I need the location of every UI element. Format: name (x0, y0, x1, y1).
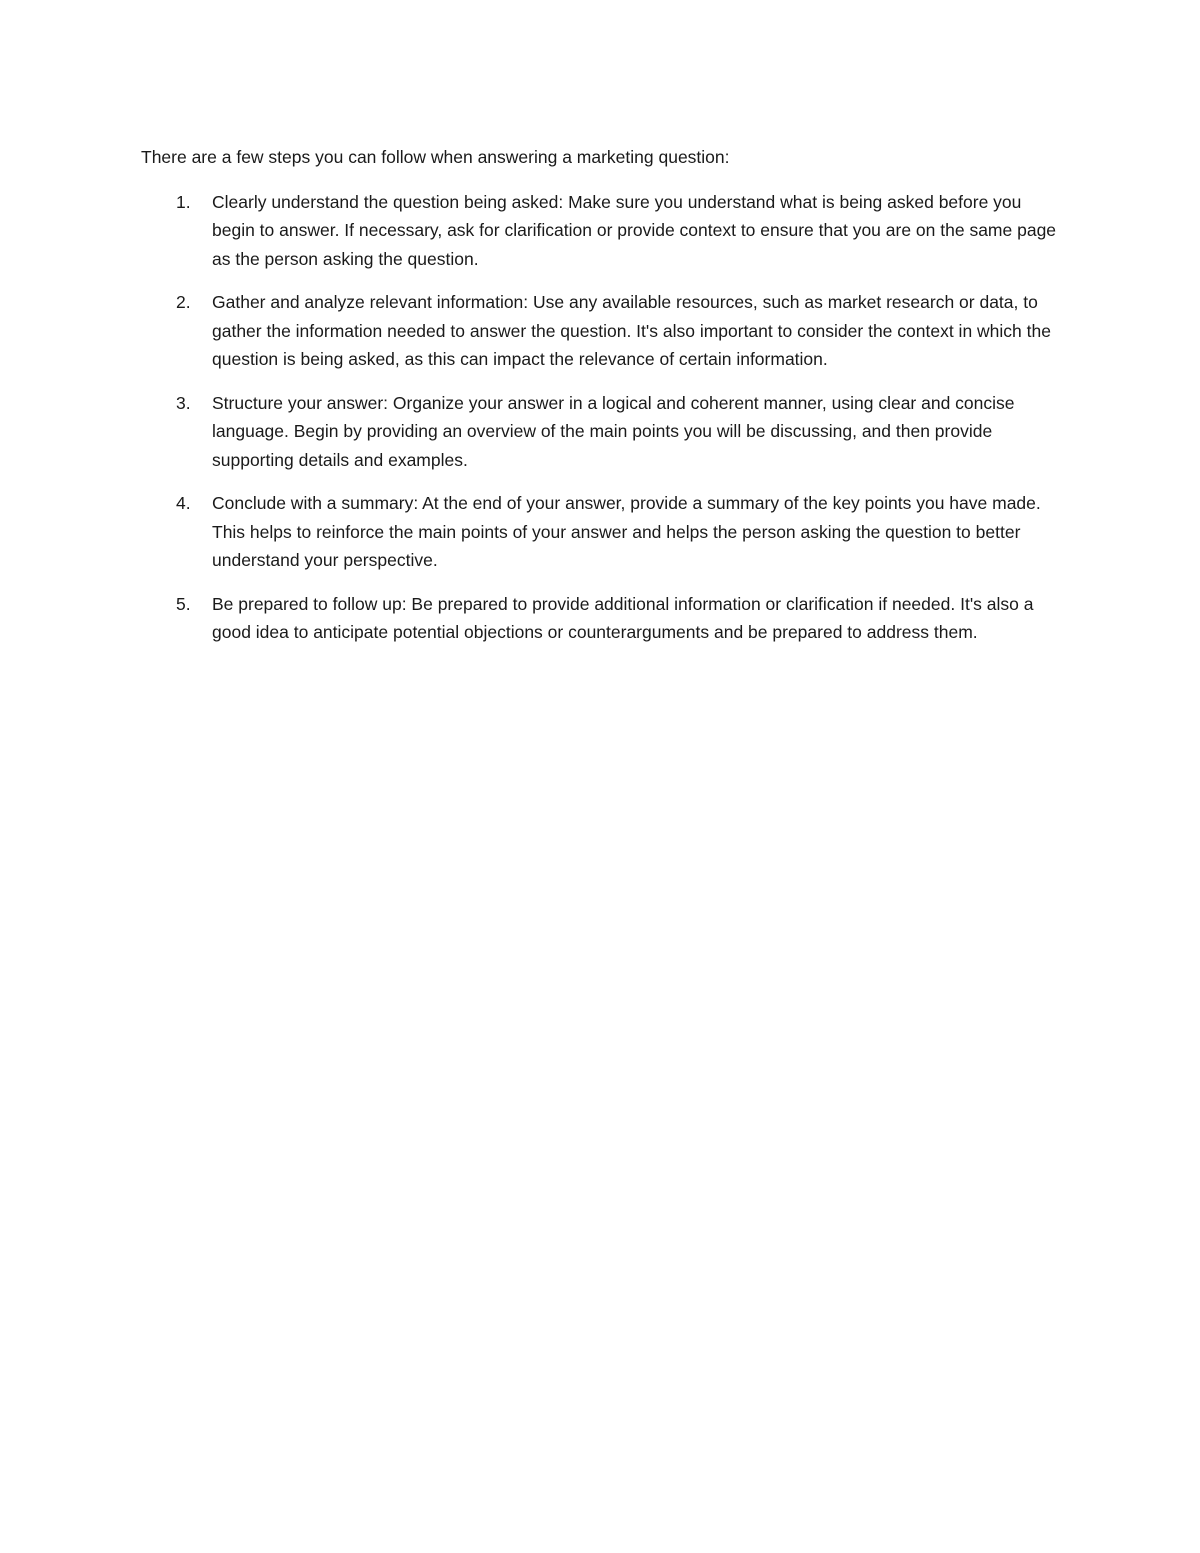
list-item (141, 188, 1061, 274)
document-body (141, 143, 1061, 662)
list-item-number: 1. (176, 191, 191, 212)
list-item-number: 3. (176, 392, 191, 413)
list-item-text: Gather and analyze relevant information: Use any available resources, such as market research or data, to gather the information needed to answer the question. It's also important to consider the context in which the question is being asked, as this can impact the relevance of certain information. (212, 292, 1051, 369)
list-item-number: 2. (176, 292, 191, 312)
list-item-text: Be prepared to follow up: Be prepared to provide additional information or clarification if needed. It's also a good idea to anticipate potential objections or counterarguments and be prepared to address them. (212, 593, 1034, 642)
list-item-number: 5. (176, 593, 191, 614)
list-item (141, 389, 1061, 475)
list-item-text: Clearly understand the question being asked: Make sure you understand what is being asked before you begin to answer. If necessary, ask for clarification or provide context to ensure that you are on the same page as the person asking the question. (212, 191, 1057, 269)
list-item-text: Structure your answer: Organize your answer in a logical and coherent manner, using clear and concise language. Begin by providing an overview of the main points you will be discussing, and then provide supporting details and examples. (212, 392, 1015, 470)
list-item (141, 590, 1061, 647)
intro-paragraph: There are a few steps you can follow when answering a marketing question: (141, 147, 730, 167)
list-item (141, 489, 1061, 575)
list-item (141, 288, 1061, 374)
list-item-text: Conclude with a summary: At the end of your answer, provide a summary of the key points you have made. This helps to reinforce the main points of your answer and helps the person asking the question to better understand your perspective. (212, 493, 1041, 570)
list-item-number: 4. (176, 493, 191, 513)
steps-list (141, 188, 1061, 647)
